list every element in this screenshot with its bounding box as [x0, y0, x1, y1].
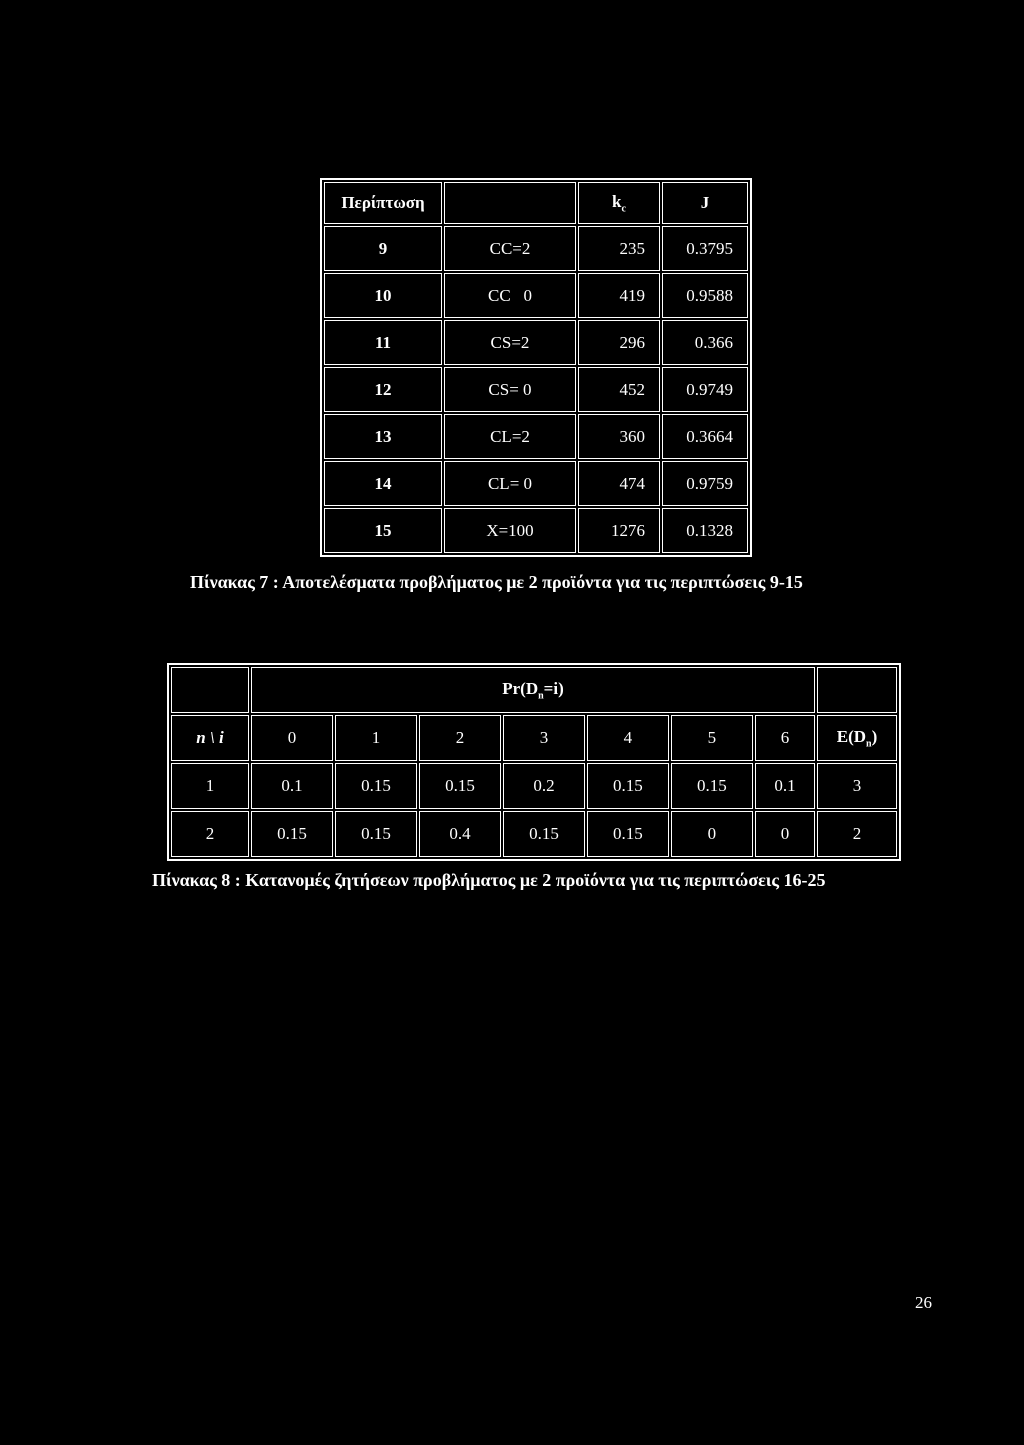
- probability-group-header: $Pr(D_n=i)$: [251, 667, 815, 713]
- probability-cell: 0.15: [335, 763, 417, 809]
- kc-cell: 474: [578, 461, 660, 506]
- table8-group-header-row: [171, 667, 897, 713]
- table-row: [324, 226, 748, 271]
- parameter-cell: CS=2: [444, 320, 576, 365]
- table-row: [324, 367, 748, 412]
- header-kc: $k_c$: [578, 182, 660, 224]
- j-cell: 0.9749: [662, 367, 748, 412]
- kc-cell: 1276: [578, 508, 660, 553]
- case-cell: 15: [324, 508, 442, 553]
- case-cell: 11: [324, 320, 442, 365]
- kc-cell: 419: [578, 273, 660, 318]
- header-param: [444, 182, 576, 224]
- demand-table-8: [167, 663, 901, 861]
- page-number: 26: [915, 1293, 932, 1312]
- table-row: [324, 508, 748, 553]
- j-cell: 0.3664: [662, 414, 748, 459]
- probability-cell: 0.15: [251, 811, 333, 857]
- parameter-cell: X=100: [444, 508, 576, 553]
- column-header-3: 3: [503, 715, 585, 761]
- probability-cell: 0.1: [755, 763, 815, 809]
- table-row: [171, 763, 897, 809]
- results-table-7: [320, 178, 752, 557]
- expectation-cell: 3: [817, 763, 897, 809]
- probability-cell: 0.15: [419, 763, 501, 809]
- j-cell: 0.366: [662, 320, 748, 365]
- j-cell: 0.9759: [662, 461, 748, 506]
- probability-cell: 0.1: [251, 763, 333, 809]
- table8-column-header-row: [171, 715, 897, 761]
- column-header-2: 2: [419, 715, 501, 761]
- column-header-6: 6: [755, 715, 815, 761]
- empty-cell: [817, 667, 897, 713]
- probability-cell: 0.4: [419, 811, 501, 857]
- j-cell: 0.3795: [662, 226, 748, 271]
- probability-cell: 0.15: [335, 811, 417, 857]
- parameter-cell: CL= 0: [444, 461, 576, 506]
- parameter-cell: CC 0: [444, 273, 576, 318]
- parameter-cell: CL=2: [444, 414, 576, 459]
- case-cell: 10: [324, 273, 442, 318]
- table7-caption: Πίνακας 7 : Αποτελέσματα προβλήματος με 2 προϊόντα για τις περιπτώσεις 9-15: [190, 572, 803, 592]
- n-cell: 1: [171, 763, 249, 809]
- corner-header: n \ i: [171, 715, 249, 761]
- expectation-cell: 2: [817, 811, 897, 857]
- table8-caption: Πίνακας 8 : Κατανομές ζητήσεων προβλήματος με 2 προϊόντα για τις περιπτώσεις 16-25: [152, 870, 826, 890]
- table-row: [324, 414, 748, 459]
- probability-cell: 0.15: [503, 811, 585, 857]
- header-case: Περίπτωση: [324, 182, 442, 224]
- case-cell: 13: [324, 414, 442, 459]
- j-cell: 0.1328: [662, 508, 748, 553]
- probability-cell: 0.2: [503, 763, 585, 809]
- expectation-header: $E(D_n)$: [817, 715, 897, 761]
- probability-cell: 0: [671, 811, 753, 857]
- kc-cell: 452: [578, 367, 660, 412]
- table-row: [324, 273, 748, 318]
- table7-header-row: [324, 182, 748, 224]
- j-cell: 0.9588: [662, 273, 748, 318]
- column-header-0: 0: [251, 715, 333, 761]
- column-header-1: 1: [335, 715, 417, 761]
- kc-cell: 296: [578, 320, 660, 365]
- case-cell: 14: [324, 461, 442, 506]
- table-row: [324, 461, 748, 506]
- case-cell: 9: [324, 226, 442, 271]
- parameter-cell: CS= 0: [444, 367, 576, 412]
- probability-cell: 0.15: [587, 763, 669, 809]
- table-row: [324, 320, 748, 365]
- probability-cell: 0.15: [587, 811, 669, 857]
- kc-cell: 360: [578, 414, 660, 459]
- case-cell: 12: [324, 367, 442, 412]
- empty-cell: [171, 667, 249, 713]
- header-j: J: [662, 182, 748, 224]
- probability-cell: 0: [755, 811, 815, 857]
- table-row: [171, 811, 897, 857]
- n-cell: 2: [171, 811, 249, 857]
- kc-cell: 235: [578, 226, 660, 271]
- parameter-cell: CC=2: [444, 226, 576, 271]
- column-header-5: 5: [671, 715, 753, 761]
- column-header-4: 4: [587, 715, 669, 761]
- probability-cell: 0.15: [671, 763, 753, 809]
